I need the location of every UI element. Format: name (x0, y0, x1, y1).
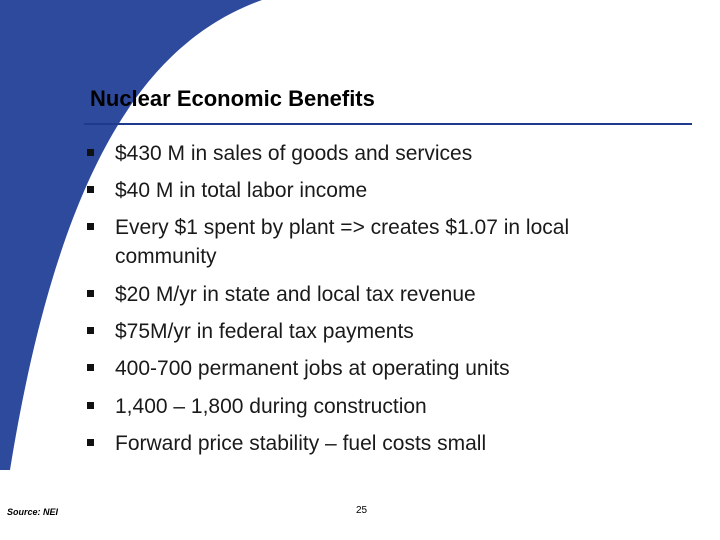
bullet-text: $430 M in sales of goods and services (115, 142, 473, 165)
bullet-text: Every $1 spent by plant => creates $1.07 in local community (115, 216, 570, 268)
bullet-text: 400-700 permanent jobs at operating units (115, 357, 510, 380)
bullet-text: 1,400 – 1,800 during construction (115, 395, 427, 418)
square-bullet-icon (87, 186, 94, 193)
square-bullet-icon (87, 364, 94, 371)
source-note: Source: NEI (7, 507, 59, 517)
slide-title: Nuclear Economic Benefits (90, 86, 375, 111)
square-bullet-icon (87, 439, 94, 446)
square-bullet-icon (87, 149, 94, 156)
title-underline (84, 123, 692, 125)
bullet-text: $40 M in total labor income (115, 179, 368, 202)
square-bullet-icon (87, 290, 94, 297)
bullet-text: $75M/yr in federal tax payments (115, 320, 414, 343)
bullet-text: $20 M/yr in state and local tax revenue (115, 283, 476, 306)
square-bullet-icon (87, 223, 94, 230)
bullet-text: Forward price stability – fuel costs small (115, 432, 487, 455)
square-bullet-icon (87, 402, 94, 409)
square-bullet-icon (87, 327, 94, 334)
page-number: 25 (356, 505, 368, 516)
